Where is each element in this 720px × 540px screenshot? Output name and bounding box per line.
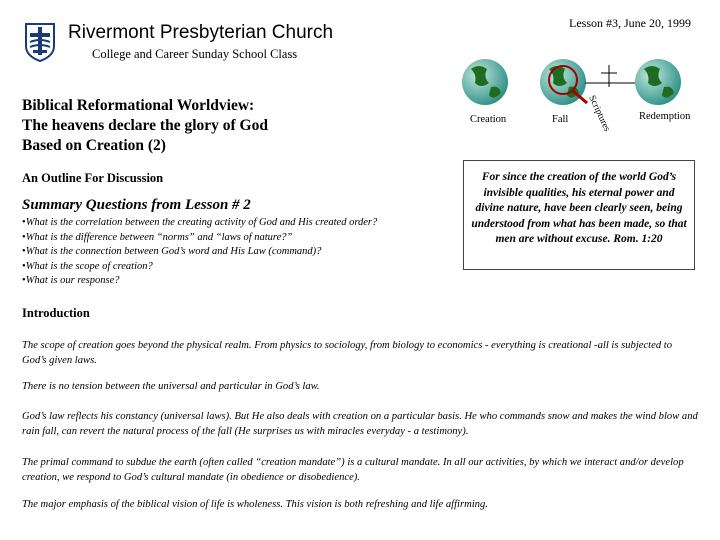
title-line: Based on Creation (2) [22,137,166,154]
question-item: • What is the connection between God’s word and His Law (command)? [22,245,377,260]
redemption-globe-icon [635,59,681,105]
creation-label: Creation [470,114,507,125]
title-line: The heavens declare the glory of God [22,117,268,134]
scriptures-label: Scriptures [586,94,612,134]
worldview-diagram [455,55,715,145]
question-item: • What is the scope of creation? [22,260,377,275]
redemption-label: Redemption [639,111,691,122]
lesson-title [22,96,268,156]
fall-globe-icon [540,59,587,105]
title-line: Biblical Reformational Worldview: [22,97,255,114]
class-name: College and Career Sunday School Class [92,47,298,61]
question-item: • What is the correlation between the creating activity of God and His created order? [22,216,377,231]
question-item: • What is the difference between “norms” and “laws of nature?” [22,231,377,246]
church-logo-icon [22,20,58,62]
fall-label: Fall [552,114,569,125]
lesson-date: Lesson #3, June 20, 1999 [569,16,691,30]
question-list [22,216,377,289]
church-name: Rivermont Presbyterian Church [68,22,334,43]
summary-heading: Summary Questions from Lesson # 2 [22,197,251,213]
outline-heading: An Outline For Discussion [22,171,164,185]
scripture-quote: For since the creation of the world God’s invisible qualities, his eternal power and divine nature, have been clearly seen, being understood from what has been made, so that men are without excuse. Rom. 1:20 [463,160,695,270]
creation-globe-icon [462,59,508,105]
body-paragraph: The major emphasis of the biblical vision of life is wholeness. This vision is both refreshing and life affirming. [22,499,488,510]
cross-icon [601,65,617,87]
introduction-heading: Introduction [22,306,90,320]
question-item: • What is our response? [22,274,377,289]
body-paragraph: There is no tension between the universal and particular in God’s law. [22,381,320,392]
body-paragraph: The scope of creation goes beyond the physical realm. From physics to sociology, from biology to economics - everything is creational -all is subjected to God’s given laws. [22,340,673,366]
body-paragraph: God’s law reflects his constancy (universal laws). But He also deals with creation on a particular basis. He who commands snow and makes the wind blow and rain fall, can revert the natural process of the fall (He surprises us with miracles everyday - a testimony). [22,411,698,437]
body-paragraph: The primal command to subdue the earth (often called “creation mandate”) is a cultural mandate. In all our activities, by which we interact and/or develop creation, we respond to God’s cultural mandate (in obedience or disobedience). [22,457,684,483]
